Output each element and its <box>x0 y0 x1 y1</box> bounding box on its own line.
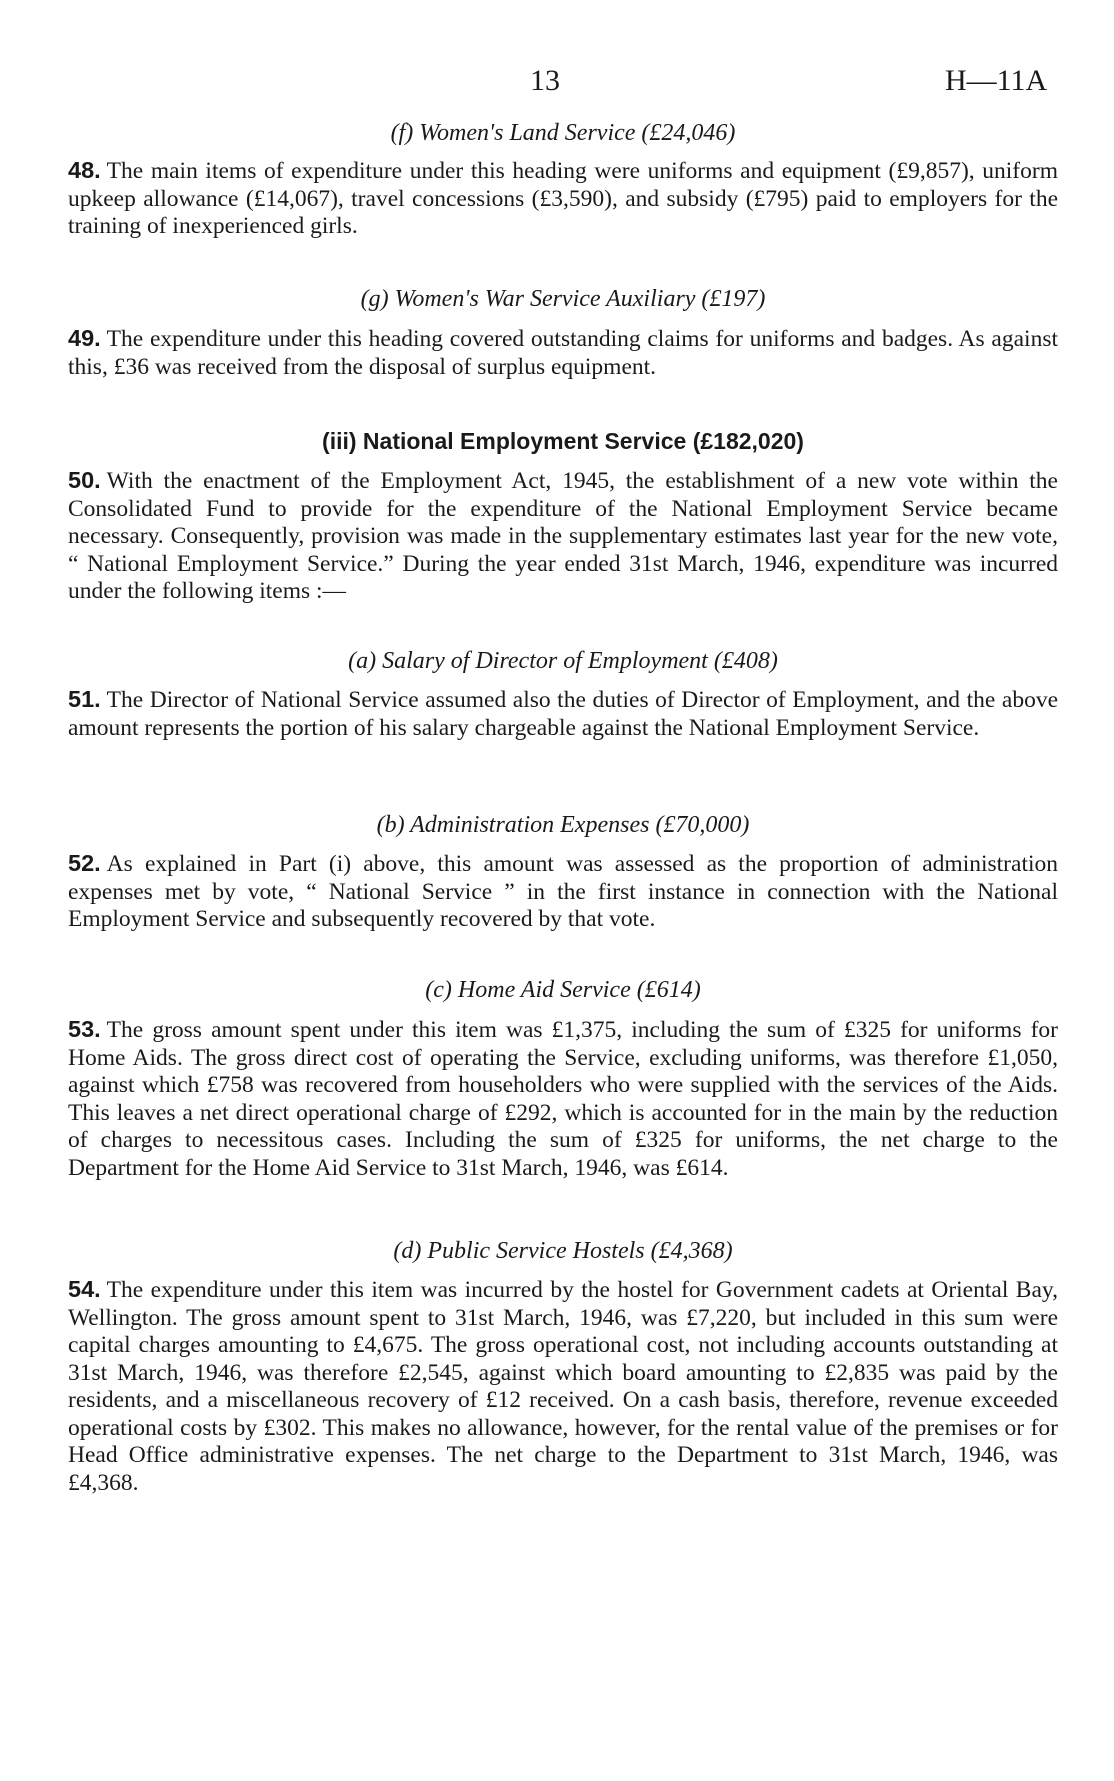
section-heading-c: (c) Home Aid Service (£614) <box>425 977 701 1003</box>
page-number: 13 <box>530 64 560 97</box>
paragraph-54 <box>68 1276 1058 1497</box>
paragraph-text: The Director of National Service assumed also the duties of Director of Employment, and the above amount represents the portion of his salary chargeable against the National Employment Service. <box>68 687 1058 741</box>
paragraph-text: With the enactment of the Employment Act, 1945, the establishment of a new vote within the Consolidated Fund to provide for the expenditure of the National Employment Service became necessary. Consequently, provision was made in the supplementary estimates last year for the new vote, “ National Employment Service.” During the year ended 31st March, 1946, expenditure was incurred under the following items :— <box>68 468 1058 604</box>
section-heading-b: (b) Administration Expenses (£70,000) <box>376 812 750 838</box>
section-heading-f: (f) Women's Land Service (£24,046) <box>390 120 736 146</box>
paragraph-50 <box>68 467 1058 606</box>
paragraph-number: 49. <box>68 325 101 351</box>
paragraph-53 <box>68 1016 1058 1182</box>
paragraph-number: 51. <box>68 686 101 712</box>
paragraph-52 <box>68 850 1058 934</box>
paragraph-number: 53. <box>68 1016 101 1042</box>
paragraph-text: The gross amount spent under this item was £1,375, including the sum of £325 for uniforms for Home Aids. The gross direct cost of operating the Service, excluding uniforms, was therefore £1,050, against which £758 was recovered from householders who were supplied with the services of the Aids. This leaves a net direct operational charge of £292, which is accounted for in the main by the reduction of charges to necessitous cases. Including the sum of £325 for uniforms, the net charge to the Department for the Home Aid Service to 31st March, 1946, was £614. <box>68 1017 1058 1181</box>
paragraph-text: The main items of expenditure under this heading were uniforms and equipment (£9,857), uniform upkeep allowance (£14,067), travel concessions (£3,590), and subsidy (£795) paid to employers for the training of inexperienced girls. <box>68 158 1058 239</box>
paragraph-49 <box>68 325 1058 381</box>
paragraph-text: As explained in Part (i) above, this amount was assessed as the proportion of administration expenses met by vote, “ National Service ” in the first instance in connection with the National Employment Service and subsequently recovered by that vote. <box>68 851 1058 932</box>
paragraph-text: The expenditure under this heading covered outstanding claims for uniforms and badges. As against this, £36 was received from the disposal of surplus equipment. <box>68 326 1058 380</box>
section-heading-iii: (iii) National Employment Service (£182,020) <box>322 428 804 454</box>
paragraph-48 <box>68 157 1058 241</box>
section-heading-g: (g) Women's War Service Auxiliary (£197) <box>360 286 766 312</box>
paragraph-51 <box>68 686 1058 742</box>
paragraph-number: 52. <box>68 850 101 876</box>
section-heading-a: (a) Salary of Director of Employment (£408) <box>348 648 778 674</box>
paragraph-number: 50. <box>68 467 101 493</box>
paragraph-number: 48. <box>68 157 101 183</box>
section-heading-d: (d) Public Service Hostels (£4,368) <box>393 1238 733 1264</box>
document-code: H—11A <box>945 64 1048 97</box>
paragraph-text: The expenditure under this item was incurred by the hostel for Government cadets at Oriental Bay, Wellington. The gross amount spent to 31st March, 1946, was £7,220, but included in this sum were capital charges amounting to £4,675. The gross operational cost, not including accounts outstanding at 31st March, 1946, was therefore £2,545, against which board amounting to £2,835 was paid by the residents, and a miscellaneous recovery of £12 received. On a cash basis, therefore, revenue exceeded operational costs by £302. This makes no allowance, however, for the rental value of the premises or for Head Office administrative expenses. The net charge to the Department to 31st March, 1946, was £4,368. <box>68 1277 1058 1496</box>
paragraph-number: 54. <box>68 1276 101 1302</box>
